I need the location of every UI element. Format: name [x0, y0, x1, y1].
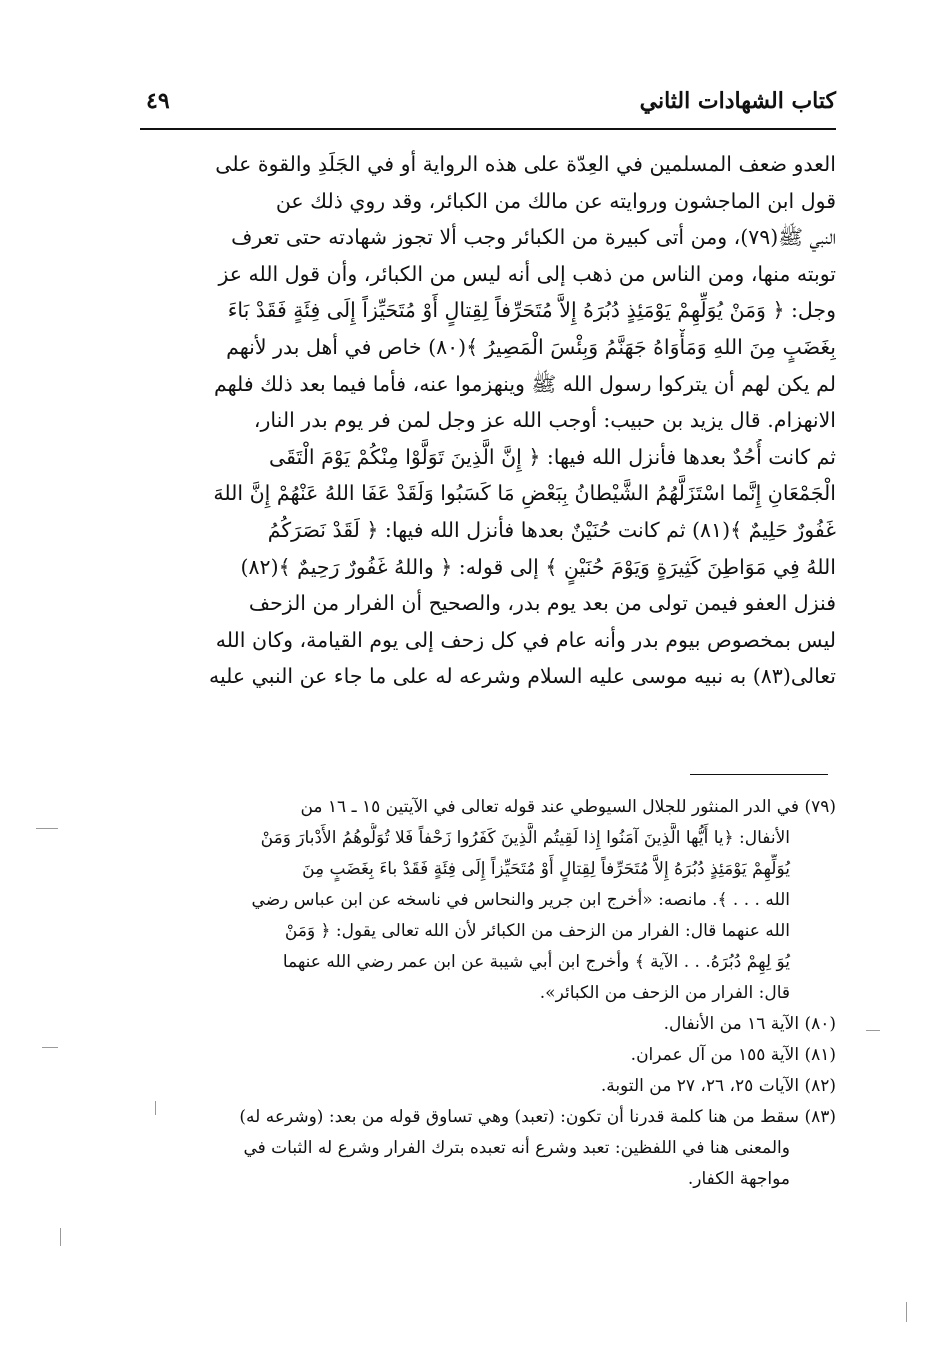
footnote-line: (٨١) الآية ١٥٥ من آل عمران. [630, 1045, 836, 1065]
footnote-line: الأنفال: ﴿يا أَيُّها الَّذِينَ آمَنُوا إِذا لَقِيتُم الَّذِينَ كَفَرُوا زَحْفاً فَلا تُوَلُّوهُمُ الأَدْبارَ وَمَنْ [260, 828, 790, 848]
text-line: غَفُورٌ حَلِيمٌ ﴾(٨١) ثم كانت حُنَيْنٌ بعدها فأنزل الله فيها: ﴿ لَقَدْ نَصَرَكُمُ [267, 517, 836, 542]
text-line: تعالى(٨٣) به نبيه موسى عليه السلام وشرعه له على ما جاء عن النبي عليه [208, 664, 836, 689]
footnote-separator [690, 774, 828, 775]
text-line: اللهُ فِي مَوَاطِنَ كَثِيرَةٍ وَيَوْمَ حُنَيْنٍ ﴾ إلى قوله: ﴿ واللهُ غَفُورٌ رَحِيمٌ ﴾(٨٢) [240, 554, 836, 579]
footnote-line: (٨٠) الآية ١٦ من الأنفال. [663, 1014, 836, 1034]
text-line: العدو ضعف المسلمين في العِدّة على هذه الرواية أو في الجَلَدِ والقوة على [215, 152, 836, 176]
text-line: بِغَضَبٍ مِنَ اللهِ وَمَأْوَاهُ جَهَنَّمُ وَبِئْسَ الْمَصِيرُ ﴾(٨٠) خاص في أهل بدر لأنهم [226, 334, 836, 359]
footnote-80 [128, 1009, 836, 1040]
footnote-81 [128, 1040, 836, 1071]
text-line: فنزل العفو فيمن تولى من بعد يوم بدر، والصحيح أن الفرار من الزحف [248, 591, 836, 616]
text-line: الْجَمْعَانِ إِنَّما اسْتَزَلَّهُمُ الشَّيْطانُ بِبَعْضِ مَا كَسَبُوا وَلَقَدْ عَفَا اللهُ عَنْهُمْ إِنَّ اللهَ [213, 481, 836, 506]
footnotes [128, 792, 836, 1195]
footnote-line: مواجهة الكفار. [687, 1169, 790, 1189]
page-number: ٤٩ [146, 88, 170, 114]
footnote-line: (٨٢) الآيات ٢٥، ٢٦، ٢٧ من التوبة. [600, 1076, 836, 1096]
scan-speck [906, 1302, 907, 1322]
text-line: ليس بمخصوص بيوم بدر وأنه عام في كل زحف إلى يوم القيامة، وكان الله [215, 627, 836, 652]
footnote-79 [128, 792, 836, 1009]
footnote-line: والمعنى هنا في اللفظين: تعبد وشرع أنه تعبده بترك الفرار وشرع له الثبات في [243, 1138, 790, 1158]
main-text [140, 146, 836, 695]
footnote-line: الله عنهما قال: الفرار من الزحف من الكبائر لأن الله تعالى يقول: ﴿ وَمَنْ [284, 921, 790, 941]
scan-speck [60, 1228, 61, 1246]
page-header [140, 86, 836, 122]
text-line: ثم كانت أُحُدٌ بعدها فأنزل الله فيها: ﴿ إِنَّ الَّذِينَ تَوَلَّوْا مِنْكُمْ يَوْمَ الْتَقَى [268, 444, 836, 469]
text-line: الانهزام. قال يزيد بن حبيب: أوجب الله عز وجل لمن فر يوم بدر النار، [253, 408, 836, 433]
text-line: قول ابن الماجشون وروايته عن مالك من الكبائر، وقد روي ذلك عن [275, 188, 836, 213]
text-line: وجل: ﴿ وَمَنْ يُوَلِّهِمْ يَوْمَئِذٍ دُبُرَهُ إِلاَّ مُتَحَرِّفاً لِقِتالٍ أَوْ مُتَحَيِّزاً إِلَى فِئَةٍ فَقَدْ بَاءَ [227, 298, 836, 323]
header-rule [140, 128, 836, 130]
footnote-82 [128, 1071, 836, 1102]
footnote-line: الله . . . ﴾. مانصه: «أخرج ابن جرير والنحاس في ناسخه عن ابن عباس رضي [251, 890, 790, 910]
footnote-line: يُوَ لِهِمْ دُبُرَهُ. . . الآية ﴾ وأخرج ابن أبي شيبة عن ابن عمر رضي الله عنهما [282, 952, 790, 972]
footnote-83 [128, 1102, 836, 1195]
footnote-line: يُوَلِّهِمْ يَوْمَئِذٍ دُبُرَهُ إِلاَّ مُتَحَرِّفاً لِقِتالٍ أَوْ مُتَحَيِّزاً إِلَى فِئَةٍ فَقَدْ باءَ بِغَضَبٍ مِنَ [302, 859, 790, 879]
scan-speck [866, 1030, 880, 1031]
text-line: النبي ﷺ(٧٩)، ومن أتى كبيرة من الكبائر وجب ألا تجوز شهادته حتى تعرف [231, 225, 836, 250]
scan-speck [42, 1047, 58, 1048]
footnote-line: (٨٣) سقط من هنا كلمة قدرنا أن تكون: (تعبد) وهي تساوق قوله من بعد: (وشرعه له) [239, 1107, 836, 1127]
footnote-line: قال: الفرار من الزحف من الكبائر». [539, 983, 790, 1003]
text-line: توبته منها، ومن الناس من ذهب إلى أنه ليس من الكبائر، وأن قول الله عز [218, 261, 836, 286]
text-line: لم يكن لهم أن يتركوا رسول الله ﷺ وينهزموا عنه، فأما فيما بعد ذلك فلهم [213, 371, 836, 396]
scan-speck [155, 1101, 156, 1115]
book-title: كتاب الشهادات الثاني [639, 88, 836, 114]
footnote-line: (٧٩) في الدر المنثور للجلال السيوطي عند قوله تعالى في الآيتين ١٥ ـ ١٦ من [300, 797, 836, 817]
scan-speck [36, 828, 58, 829]
